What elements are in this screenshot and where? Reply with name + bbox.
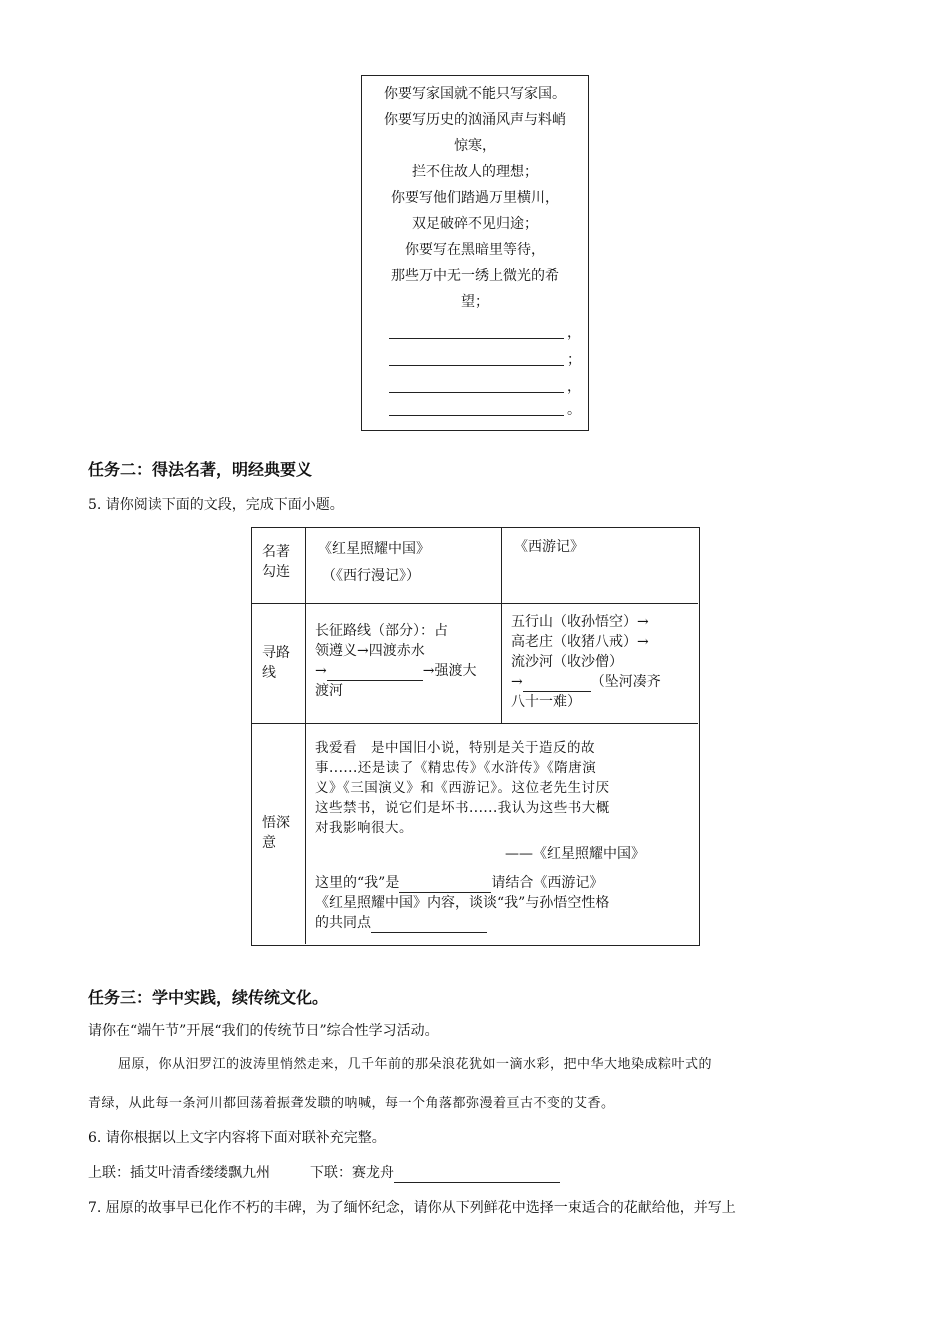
- poem-blank-punctuation: 。: [567, 402, 581, 418]
- poem-line: 你要写历史的汹涌风声与料峭: [384, 112, 566, 128]
- task3-intro: 请你在“端午节”开展“我们的传统节日”综合性学习活动。: [88, 1023, 439, 1039]
- couplet-answer-blank[interactable]: [394, 1166, 560, 1183]
- task2-heading: 任务二：得法名著，明经典要义: [88, 460, 313, 479]
- table-divider: [305, 528, 306, 944]
- passage-line-2: 青绿，从此每一条河川都回荡着振聋发聩的呐喊，每一个角落都弥漫着亘古不变的艾香。: [88, 1096, 615, 1111]
- poem-line: 那些万中无一绣上微光的希: [391, 268, 559, 284]
- book-subtitle-red-star: （《西行漫记》）: [322, 568, 420, 584]
- table-divider: [252, 723, 698, 724]
- book-title-red-star: 《红星照耀中国》: [318, 541, 430, 557]
- poem-line: 你要写家国就不能只写家国。: [384, 86, 566, 102]
- route-blank[interactable]: [523, 675, 591, 692]
- question-line-1: 这里的“我”是 请结合《西游记》: [315, 875, 604, 891]
- long-march-route: 长征路线（部分）：占 领遵义→四渡赤水 → →强渡大 渡河: [315, 623, 477, 699]
- question-6: 6. 请你根据以上文字内容将下面对联补充完整。: [88, 1130, 386, 1146]
- poem-line: 拦不住故人的理想；: [412, 164, 538, 180]
- table-divider: [252, 603, 698, 604]
- answer-blank-who[interactable]: [399, 876, 491, 893]
- quote-attribution: ——《红星照耀中国》: [505, 846, 645, 862]
- question-block: 这里的“我”是 请结合《西游记》 《红星照耀中国》内容，谈谈“我”与孙悟空性格 的共同点: [315, 875, 610, 931]
- poem-line: 惊寒，: [454, 138, 496, 154]
- book-title-journey-west: 《西游记》: [514, 539, 584, 555]
- route-blank[interactable]: [327, 664, 423, 681]
- poem-line: 你要写他们踏過万里横川，: [391, 190, 559, 206]
- answer-blank-traits[interactable]: [371, 916, 487, 933]
- couplet-upper: 上联：插艾叶清香缕缕飘九州: [88, 1165, 270, 1181]
- poem-line: 你要写在黑暗里等待，: [405, 242, 545, 258]
- poem-line: 望；: [461, 294, 489, 310]
- poem-blank-punctuation: ，: [567, 325, 581, 341]
- journey-west-route-line4: → （坠河凑齐: [511, 674, 661, 690]
- row-label-mingzhu: 名著 勾连: [262, 544, 290, 580]
- poem-box: [361, 75, 589, 431]
- row-label-xunluxian: 寻路 线: [262, 645, 290, 681]
- poem-answer-blank-3[interactable]: [389, 392, 564, 393]
- couplet-row: [88, 1163, 560, 1183]
- poem-answer-blank-1[interactable]: [389, 338, 564, 339]
- question-5: 5. 请你阅读下面的文段，完成下面小题。: [88, 497, 344, 513]
- journey-west-route: 五行山（收孙悟空）→ 高老庄（收猪八戒）→ 流沙河（收沙僧） → （坠河凑齐 八十一难）: [511, 614, 661, 710]
- long-march-route-line3: → →强渡大: [315, 663, 477, 679]
- poem-blank-punctuation: ；: [567, 352, 581, 368]
- reading-table: [251, 527, 700, 946]
- passage-line-1: 屈原，你从汨罗江的波涛里悄然走来，几千年前的那朵浪花犹如一滴水彩，把中华大地染成粽叶式的: [118, 1057, 713, 1072]
- poem-answer-blank-2[interactable]: [389, 365, 564, 366]
- question-7: 7. 屈原的故事早已化作不朽的丰碑，为了缅怀纪念，请你从下列鲜花中选择一束适合的花献给他，并写上: [88, 1200, 736, 1216]
- poem-blank-punctuation: ，: [567, 379, 581, 395]
- table-divider: [501, 528, 502, 723]
- poem-line: 双足破碎不见归途；: [412, 216, 538, 232]
- row-label-wushenyi: 悟深 意: [262, 815, 290, 851]
- quote-passage: 我爱看 是中国旧小说，特别是关于造反的故 事......还是读了《精忠传》《水浒传》《隋唐演 义》《三国演义》和《西游记》。这位老先生讨厌 这些禁书，说它们是坏书......我认为这些书大概 对我影响很大。: [315, 740, 610, 836]
- couplet-lower: 下联：赛龙舟: [310, 1165, 394, 1181]
- question-line-3: 的共同点: [315, 913, 609, 933]
- task3-heading: 任务三：学中实践，续传统文化。: [88, 988, 329, 1007]
- poem-answer-blank-4[interactable]: [389, 415, 564, 416]
